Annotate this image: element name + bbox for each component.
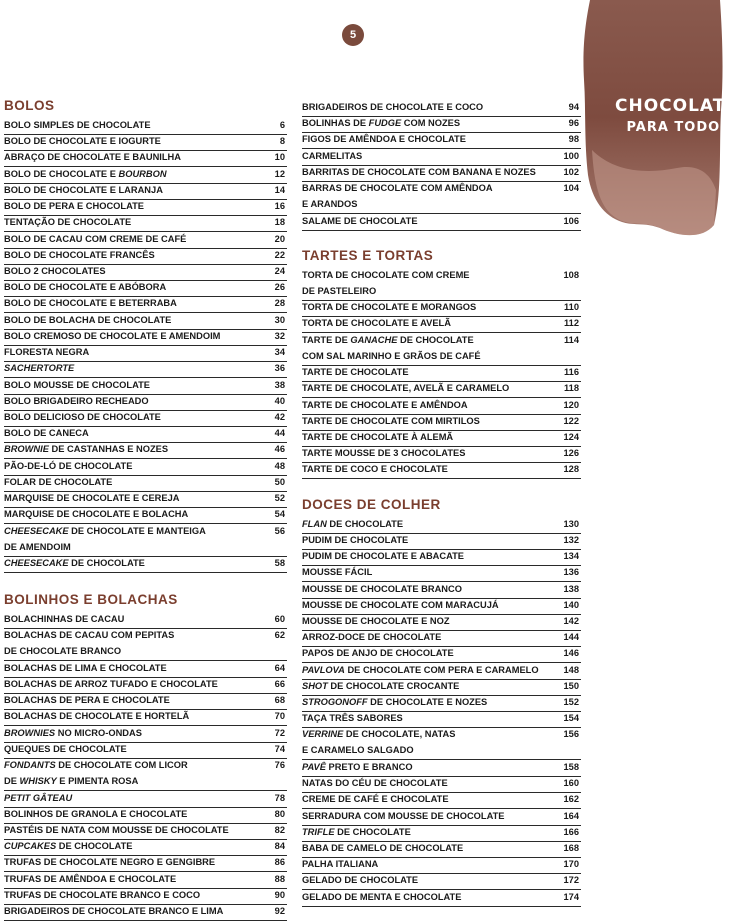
- toc-entry-title: BOLO DE CHOCOLATE E BETERRABA: [4, 296, 287, 313]
- toc-entry-title: TORTA DE CHOCOLATE E AVELÃ: [302, 316, 581, 333]
- toc-entry[interactable]: [4, 507, 287, 524]
- toc-entry-title-continued: E ARANDOS: [302, 197, 581, 214]
- watercolor-splash-icon: [582, 0, 749, 238]
- toc-entry[interactable]: [302, 582, 581, 599]
- toc-entry-page: 100: [563, 150, 579, 161]
- toc-entry[interactable]: [4, 394, 287, 411]
- toc-entry[interactable]: [4, 378, 287, 395]
- toc-entry-page: 46: [274, 444, 285, 455]
- brand-watercolor-block: [582, 0, 738, 238]
- toc-entry-title: BOLINHOS DE GRANOLA E CHOCOLATE: [4, 807, 287, 824]
- toc-entry-page: 92: [274, 906, 285, 917]
- toc-entry-title: FIGOS DE AMÊNDOA E CHOCOLATE: [302, 132, 581, 149]
- toc-entry[interactable]: [302, 727, 581, 760]
- toc-entry-title: CUPCAKES DE CHOCOLATE: [4, 839, 287, 856]
- brand-title: CHOCOLATE: [615, 96, 738, 116]
- toc-entry[interactable]: [302, 365, 581, 382]
- toc-entry[interactable]: [302, 776, 581, 793]
- toc-entry-title: BOLACHAS DE LIMA E CHOCOLATE: [4, 661, 287, 678]
- toc-entry-title: TRUFAS DE CHOCOLATE BRANCO E COCO: [4, 888, 287, 905]
- toc-entry-page: 40: [274, 395, 285, 406]
- toc-entry[interactable]: [4, 693, 287, 710]
- toc-entry-page: 36: [274, 363, 285, 374]
- toc-entry[interactable]: [4, 872, 287, 889]
- toc-entry[interactable]: [4, 475, 287, 492]
- toc-entry-title: BOLO DE CHOCOLATE E BOURBON: [4, 167, 287, 184]
- toc-entry[interactable]: [302, 132, 581, 149]
- toc-entry-page: 118: [564, 383, 579, 394]
- toc-entry[interactable]: [4, 556, 287, 573]
- toc-entry-page: 84: [274, 841, 285, 852]
- toc-entry-page: 60: [274, 614, 285, 625]
- toc-entry-page: 140: [563, 599, 579, 610]
- toc-entry-title: BOLACHAS DE PERA E CHOCOLATE: [4, 693, 287, 710]
- toc-entry[interactable]: [4, 904, 287, 921]
- toc-entry-page: 52: [274, 493, 285, 504]
- toc-entry-title: BOLO 2 CHOCOLATES: [4, 264, 287, 281]
- toc-entry-title: TARTE DE CHOCOLATE E AMÊNDOA: [302, 398, 581, 415]
- toc-entry[interactable]: [4, 442, 287, 459]
- toc-entry[interactable]: [4, 232, 287, 249]
- toc-entry-title: BOLO BRIGADEIRO RECHEADO: [4, 394, 287, 411]
- toc-entry-page: 130: [563, 518, 579, 529]
- toc-entry-page: 144: [563, 632, 579, 643]
- toc-entry[interactable]: [302, 414, 581, 431]
- toc-entry[interactable]: [4, 167, 287, 184]
- toc-entry-title: NATAS DO CÉU DE CHOCOLATE: [302, 776, 581, 793]
- toc-entry[interactable]: [302, 598, 581, 615]
- toc-entry[interactable]: [302, 268, 581, 301]
- toc-entry[interactable]: [302, 549, 581, 566]
- toc-entry-page: 48: [274, 460, 285, 471]
- toc-entry-title: BOLO DE CACAU COM CREME DE CAFÉ: [4, 232, 287, 249]
- toc-entry-title: BARRITAS DE CHOCOLATE COM BANANA E NOZES: [302, 165, 581, 182]
- toc-entry-page: 86: [274, 857, 285, 868]
- toc-entry[interactable]: [4, 628, 287, 661]
- toc-entry[interactable]: [4, 459, 287, 476]
- toc-entry-page: 34: [274, 347, 285, 358]
- toc-entry-title: PETIT GÂTEAU: [4, 791, 287, 808]
- toc-entry-page: 10: [274, 152, 285, 163]
- toc-entry-page: 80: [274, 808, 285, 819]
- section-title: BOLOS: [4, 98, 55, 113]
- toc-entry-title: FOLAR DE CHOCOLATE: [4, 475, 287, 492]
- toc-entry-title: BOLO SIMPLES DE CHOCOLATE: [4, 118, 287, 135]
- toc-entry-page: 154: [563, 713, 579, 724]
- toc-entry[interactable]: [302, 214, 581, 231]
- toc-entry-page: 120: [563, 399, 579, 410]
- toc-entry-page: 14: [274, 184, 285, 195]
- toc-entry-title: TRIFLE DE CHOCOLATE: [302, 825, 581, 842]
- toc-entry-title: FLORESTA NEGRA: [4, 345, 287, 362]
- toc-entry-title-continued: E CARAMELO SALGADO: [302, 743, 581, 760]
- toc-entry-page: 136: [563, 567, 579, 578]
- toc-entry-page: 98: [568, 134, 579, 145]
- toc-entry-title: PÃO-DE-LÓ DE CHOCOLATE: [4, 459, 287, 476]
- toc-entry[interactable]: [302, 841, 581, 858]
- toc-entry-title: TARTE DE CHOCOLATE COM MIRTILOS: [302, 414, 581, 431]
- toc-entry[interactable]: [4, 709, 287, 726]
- toc-entry[interactable]: [302, 316, 581, 333]
- toc-entry-page: 158: [563, 761, 579, 772]
- toc-entry-page: 128: [563, 464, 579, 475]
- toc-entry-page: 82: [274, 825, 285, 836]
- toc-entry-page: 6: [279, 120, 285, 130]
- toc-entry-page: 18: [274, 217, 285, 228]
- toc-entry[interactable]: [302, 825, 581, 842]
- toc-entry-title: TARTE MOUSSE DE 3 CHOCOLATES: [302, 446, 581, 463]
- toc-entry-title: TORTA DE CHOCOLATE E MORANGOS: [302, 300, 581, 317]
- toc-entry-page: 54: [274, 509, 285, 520]
- toc-entry-title-continued: DE PASTELEIRO: [302, 284, 581, 301]
- toc-entry-title: BOLO DE PERA E CHOCOLATE: [4, 199, 287, 216]
- toc-entry[interactable]: [4, 264, 287, 281]
- toc-entry-page: 150: [563, 680, 579, 691]
- toc-entry-title: BOLO DE CHOCOLATE FRANCÊS: [4, 248, 287, 265]
- toc-entry-title: BRIGADEIROS DE CHOCOLATE E COCO: [302, 100, 581, 117]
- toc-entry[interactable]: [4, 791, 287, 808]
- toc-entry-title: CARMELITAS: [302, 149, 581, 166]
- section-title: TARTES E TORTAS: [302, 247, 434, 263]
- toc-entry-title: GELADO DE MENTA E CHOCOLATE: [302, 890, 581, 907]
- toc-entry-title: BOLACHAS DE CHOCOLATE E HORTELÃ: [4, 709, 287, 726]
- toc-entry[interactable]: [4, 855, 287, 872]
- toc-entry-page: 112: [564, 318, 579, 329]
- toc-entry-title: TARTE DE COCO E CHOCOLATE: [302, 462, 581, 479]
- toc-entry-page: 124: [563, 431, 579, 442]
- toc-entry-page: 64: [274, 662, 285, 673]
- page-number-badge: 5: [342, 24, 364, 46]
- toc-entry[interactable]: [4, 888, 287, 905]
- toc-entry[interactable]: [302, 663, 581, 680]
- toc-entry-page: 24: [274, 265, 285, 276]
- toc-entry[interactable]: [302, 890, 581, 907]
- toc-entry-page: 20: [274, 233, 285, 244]
- toc-entry-title: BOLACHINHAS DE CACAU: [4, 612, 287, 629]
- toc-entry-title: BOLACHAS DE ARROZ TUFADO E CHOCOLATE: [4, 677, 287, 694]
- toc-entry[interactable]: [302, 165, 581, 182]
- toc-entry-title: BOLO MOUSSE DE CHOCOLATE: [4, 378, 287, 395]
- toc-entry-page: 90: [274, 889, 285, 900]
- toc-entry[interactable]: [4, 726, 287, 743]
- toc-entry-title: FLAN DE CHOCOLATE: [302, 517, 581, 534]
- toc-entry[interactable]: [302, 300, 581, 317]
- toc-entry-title: BOLINHAS DE FUDGE COM NOZES: [302, 116, 581, 133]
- toc-entry-page: 132: [563, 534, 579, 545]
- toc-entry-page: 70: [274, 711, 285, 722]
- toc-entry[interactable]: [4, 280, 287, 297]
- toc-entry-page: 164: [563, 810, 579, 821]
- toc-entry-title: BOLO DE CHOCOLATE E LARANJA: [4, 183, 287, 200]
- toc-entry-title: TRUFAS DE AMÊNDOA E CHOCOLATE: [4, 872, 287, 889]
- toc-entry-title: TORTA DE CHOCOLATE COM CREME: [302, 269, 470, 280]
- toc-entry[interactable]: [302, 398, 581, 415]
- toc-entry[interactable]: [4, 248, 287, 265]
- toc-entry-page: 172: [563, 875, 579, 886]
- toc-entry-title: MARQUISE DE CHOCOLATE E CEREJA: [4, 491, 287, 508]
- toc-entry-page: 76: [274, 760, 285, 771]
- toc-entry[interactable]: [302, 446, 581, 463]
- toc-entry[interactable]: [302, 565, 581, 582]
- toc-entry[interactable]: [4, 199, 287, 216]
- toc-entry[interactable]: [4, 296, 287, 313]
- toc-entry-title: BARRAS DE CHOCOLATE COM AMÊNDOA: [302, 183, 493, 194]
- toc-entry-title: GELADO DE CHOCOLATE: [302, 873, 581, 890]
- toc-entry-page: 38: [274, 379, 285, 390]
- toc-entry[interactable]: [302, 857, 581, 874]
- toc-entry[interactable]: [302, 646, 581, 663]
- toc-entry-title: PALHA ITALIANA: [302, 857, 581, 874]
- toc-entry-title: TARTE DE CHOCOLATE À ALEMÃ: [302, 430, 581, 447]
- brand-subtitle: PARA TODOS: [626, 120, 731, 135]
- toc-entry-title: BOLO DE CHOCOLATE E IOGURTE: [4, 134, 287, 151]
- toc-entry-title: BROWNIE DE CASTANHAS E NOZES: [4, 442, 287, 459]
- toc-entry-title: SALAME DE CHOCOLATE: [302, 214, 581, 231]
- toc-entry-title: MOUSSE DE CHOCOLATE E NOZ: [302, 614, 581, 631]
- toc-entry[interactable]: [302, 711, 581, 728]
- toc-entry-title: MOUSSE DE CHOCOLATE BRANCO: [302, 582, 581, 599]
- toc-entry-title: TRUFAS DE CHOCOLATE NEGRO E GENGIBRE: [4, 855, 287, 872]
- toc-entry-title: PAVLOVA DE CHOCOLATE COM PERA E CARAMELO: [302, 663, 581, 680]
- toc-entry-title: QUEQUES DE CHOCOLATE: [4, 742, 287, 759]
- toc-entry-title: STROGONOFF DE CHOCOLATE E NOZES: [302, 695, 581, 712]
- toc-entry-title: BABA DE CAMELO DE CHOCOLATE: [302, 841, 581, 858]
- toc-entry[interactable]: [4, 150, 287, 167]
- toc-entry[interactable]: [302, 181, 581, 214]
- toc-entry[interactable]: [4, 345, 287, 362]
- toc-entry[interactable]: [4, 313, 287, 330]
- toc-entry-page: 156: [563, 729, 579, 740]
- toc-entry-page: 102: [563, 166, 579, 177]
- toc-entry-page: 62: [274, 630, 285, 641]
- toc-entry-page: 56: [274, 525, 285, 536]
- toc-entry[interactable]: [302, 760, 581, 777]
- toc-entry-title: SACHERTORTE: [4, 361, 287, 378]
- toc-entry[interactable]: [4, 742, 287, 759]
- toc-entry-title: TARTE DE CHOCOLATE: [302, 365, 581, 382]
- toc-entry[interactable]: [4, 410, 287, 427]
- toc-entry-page: 50: [274, 476, 285, 487]
- toc-entry-page: 168: [563, 843, 579, 854]
- toc-entry[interactable]: [4, 361, 287, 378]
- toc-entry[interactable]: [4, 491, 287, 508]
- toc-entry-page: 66: [274, 679, 285, 690]
- toc-entry-page: 8: [279, 136, 285, 147]
- toc-entry-page: 142: [563, 615, 579, 626]
- toc-entry-title: FONDANTS DE CHOCOLATE COM LICOR: [4, 760, 188, 771]
- toc-entry-title: PUDIM DE CHOCOLATE: [302, 533, 581, 550]
- toc-entry[interactable]: [302, 517, 581, 534]
- toc-entry-title: BROWNIES NO MICRO-ONDAS: [4, 726, 287, 743]
- toc-entry[interactable]: [4, 823, 287, 840]
- toc-entry-page: 160: [563, 778, 579, 789]
- toc-entry[interactable]: [302, 333, 581, 366]
- toc-entry-page: 74: [274, 743, 285, 754]
- toc-entry-page: 94: [568, 102, 579, 112]
- toc-entry-page: 72: [274, 727, 285, 738]
- toc-entry-page: 26: [274, 282, 285, 293]
- toc-entry-title: PAPOS DE ANJO DE CHOCOLATE: [302, 646, 581, 663]
- toc-entry[interactable]: [4, 524, 287, 557]
- toc-entry[interactable]: [4, 758, 287, 791]
- toc-entry-page: 42: [274, 411, 285, 422]
- toc-entry-page: 78: [274, 792, 285, 803]
- toc-entry-page: 28: [274, 298, 285, 309]
- toc-entry-title-continued: DE CHOCOLATE BRANCO: [4, 644, 287, 661]
- toc-entry-title: TAÇA TRÊS SABORES: [302, 711, 581, 728]
- toc-entry-title: TARTE DE CHOCOLATE, AVELÃ E CARAMELO: [302, 381, 581, 398]
- toc-entry-title: BOLO DE CHOCOLATE E ABÓBORA: [4, 280, 287, 297]
- toc-entry-title: BOLACHAS DE CACAU COM PEPITAS: [4, 630, 175, 641]
- toc-entry-page: 138: [563, 583, 579, 594]
- toc-entry-title: BOLO DE BOLACHA DE CHOCOLATE: [4, 313, 287, 330]
- toc-entry[interactable]: [302, 614, 581, 631]
- toc-entry-title: CHEESECAKE DE CHOCOLATE: [4, 556, 287, 573]
- toc-entry-title: PAVÊ PRETO E BRANCO: [302, 760, 581, 777]
- toc-entry[interactable]: [4, 426, 287, 443]
- toc-entry[interactable]: [4, 839, 287, 856]
- toc-entry[interactable]: [302, 792, 581, 809]
- toc-entry-title: PUDIM DE CHOCOLATE E ABACATE: [302, 549, 581, 566]
- toc-entry[interactable]: [4, 807, 287, 824]
- toc-entry-title: VERRINE DE CHOCOLATE, NATAS: [302, 729, 456, 740]
- toc-entry-title-continued: COM SAL MARINHO E GRÃOS DE CAFÉ: [302, 349, 581, 366]
- toc-entry[interactable]: [4, 134, 287, 151]
- toc-entry-page: 30: [274, 314, 285, 325]
- toc-entry-page: 152: [563, 697, 579, 708]
- toc-entry[interactable]: [302, 809, 581, 826]
- toc-entry-page: 88: [274, 873, 285, 884]
- toc-entry-page: 148: [563, 664, 579, 675]
- toc-entry-page: 166: [563, 826, 579, 837]
- toc-entry[interactable]: [4, 612, 287, 629]
- toc-entry[interactable]: [4, 215, 287, 232]
- toc-entry[interactable]: [4, 677, 287, 694]
- toc-entry-title: ABRAÇO DE CHOCOLATE E BAUNILHA: [4, 150, 287, 167]
- toc-entry-title: MARQUISE DE CHOCOLATE E BOLACHA: [4, 507, 287, 524]
- toc-entry-title: CREME DE CAFÉ E CHOCOLATE: [302, 792, 581, 809]
- toc-entry-title: CHEESECAKE DE CHOCOLATE E MANTEIGA: [4, 525, 206, 536]
- toc-entry-title: BRIGADEIROS DE CHOCOLATE BRANCO E LIMA: [4, 904, 287, 921]
- toc-entry[interactable]: [302, 873, 581, 890]
- toc-entry-title: BOLO CREMOSO DE CHOCOLATE E AMENDOIM: [4, 329, 287, 346]
- toc-entry-title: PASTÉIS DE NATA COM MOUSSE DE CHOCOLATE: [4, 823, 287, 840]
- toc-entry-page: 162: [563, 794, 579, 805]
- toc-entry-page: 116: [564, 367, 579, 378]
- toc-entry-title: BOLO DELICIOSO DE CHOCOLATE: [4, 410, 287, 427]
- toc-entry-page: 114: [564, 334, 579, 345]
- toc-entry-page: 96: [568, 118, 579, 129]
- toc-entry-title: SERRADURA COM MOUSSE DE CHOCOLATE: [302, 809, 581, 826]
- toc-entry-title: TENTAÇÃO DE CHOCOLATE: [4, 215, 287, 232]
- toc-entry-page: 12: [274, 168, 285, 179]
- toc-entry[interactable]: [302, 462, 581, 479]
- toc-entry-page: 126: [563, 448, 579, 459]
- toc-entry[interactable]: [302, 116, 581, 133]
- toc-entry[interactable]: [4, 118, 287, 135]
- toc-entry-title: TARTE DE GANACHE DE CHOCOLATE: [302, 334, 474, 345]
- toc-entry[interactable]: [302, 695, 581, 712]
- toc-entry[interactable]: [4, 183, 287, 200]
- toc-entry[interactable]: [302, 149, 581, 166]
- section-title: DOCES DE COLHER: [302, 496, 441, 512]
- toc-entry-page: 104: [563, 183, 579, 194]
- toc-entry[interactable]: [302, 533, 581, 550]
- section-title: BOLINHOS E BOLACHAS: [4, 592, 178, 608]
- toc-entry-title-continued: DE WHISKY E PIMENTA ROSA: [4, 774, 287, 791]
- toc-entry-page: 110: [564, 302, 579, 313]
- toc-entry-title: SHOT DE CHOCOLATE CROCANTE: [302, 679, 581, 696]
- toc-entry-title: ARROZ-DOCE DE CHOCOLATE: [302, 630, 581, 647]
- toc-entry-page: 146: [563, 648, 579, 659]
- toc-entry[interactable]: [302, 100, 581, 117]
- toc-entry[interactable]: [302, 381, 581, 398]
- toc-entry-page: 68: [274, 695, 285, 706]
- toc-entry-title: MOUSSE FÁCIL: [302, 565, 581, 582]
- toc-entry-page: 108: [563, 269, 579, 280]
- toc-entry-page: 22: [274, 249, 285, 260]
- toc-entry-page: 174: [563, 891, 579, 902]
- toc-entry[interactable]: [4, 329, 287, 346]
- toc-entry-page: 44: [274, 428, 285, 439]
- toc-entry-title: MOUSSE DE CHOCOLATE COM MARACUJÁ: [302, 598, 581, 615]
- toc-entry-page: 134: [563, 551, 579, 562]
- toc-entry[interactable]: [302, 679, 581, 696]
- toc-entry-page: 58: [274, 557, 285, 568]
- toc-entry[interactable]: [302, 630, 581, 647]
- toc-entry-title-continued: DE AMENDOIM: [4, 540, 287, 557]
- toc-entry-page: 32: [274, 330, 285, 341]
- toc-entry-page: 106: [563, 215, 579, 226]
- toc-entry-page: 122: [563, 415, 579, 426]
- toc-entry-page: 16: [274, 201, 285, 212]
- toc-entry-page: 170: [563, 859, 579, 870]
- toc-entry-title: BOLO DE CANECA: [4, 426, 287, 443]
- toc-entry[interactable]: [302, 430, 581, 447]
- toc-entry[interactable]: [4, 661, 287, 678]
